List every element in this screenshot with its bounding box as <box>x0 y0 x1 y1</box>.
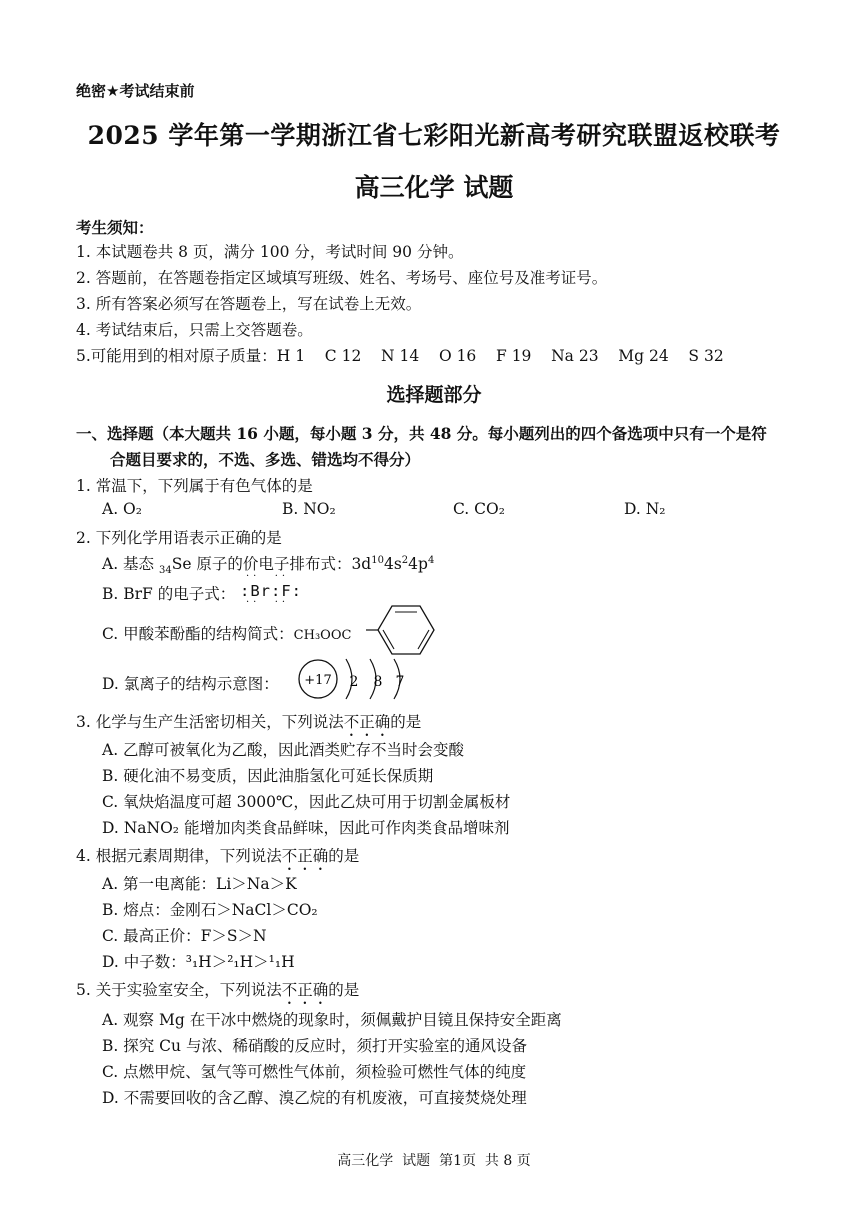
q5-stem: 5. 关于实验室安全，下列说法不正确的是 <box>76 981 360 999</box>
electron-dots-bottom: ·· ·· <box>246 597 290 608</box>
q4-option-d: D. 中子数：³₁H＞²₁H＞¹₁H <box>102 953 295 971</box>
notice-item-3: 3. 所有答案必须写在答题卷上，写在试卷上无效。 <box>76 295 422 313</box>
shell-2: 8 <box>373 674 383 690</box>
shell-3: 7 <box>395 674 405 690</box>
section-title: 选择题部分 <box>386 384 482 406</box>
q3-option-a: A. 乙醇可被氧化为乙酸，因此酒类贮存不当时会变酸 <box>102 741 465 759</box>
part1-instruction-line2: 合题目要求的，不选、多选、错选均不得分） <box>110 450 421 469</box>
notice-item-4: 4. 考试结束后，只需上交答题卷。 <box>76 321 313 339</box>
q5-option-d: D. 不需要回收的含乙醇、溴乙烷的有机废液，可直接焚烧处理 <box>102 1089 527 1107</box>
chloride-ion-diagram <box>296 654 416 704</box>
q2-stem: 2. 下列化学用语表示正确的是 <box>76 529 282 547</box>
q3-stem: 3. 化学与生产生活密切相关，下列说法不正确的是 <box>76 713 422 731</box>
q5-option-a: A. 观察 Mg 在干冰中燃烧的现象时，须佩戴护目镜且保持安全距离 <box>102 1011 562 1029</box>
q3-option-d: D. NaNO₂ 能增加肉类食品鲜味，因此可作肉类食品增味剂 <box>102 819 510 837</box>
q1-option-a: A. O₂ <box>102 500 142 518</box>
q1-option-c: C. CO₂ <box>453 500 505 518</box>
benzene-ring-icon <box>366 602 436 662</box>
notice-item-2: 2. 答题前，在答题卷指定区域填写班级、姓名、考场号、座位号及准考证号。 <box>76 269 608 287</box>
electron-dots-top: ·· ·· <box>246 571 290 582</box>
exam-title: 2025 学年第一学期浙江省七彩阳光新高考研究联盟返校联考 <box>87 121 781 150</box>
exam-subtitle: 高三化学 试题 <box>354 173 514 202</box>
q3-option-b: B. 硬化油不易变质，因此油脂氢化可延长保质期 <box>102 767 434 785</box>
q2-option-d: D. 氯离子的结构示意图： <box>102 675 279 693</box>
q1-option-b: B. NO₂ <box>282 500 336 518</box>
q4-option-b: B. 熔点：金刚石＞NaCl＞CO₂ <box>102 901 318 919</box>
q4-stem: 4. 根据元素周期律，下列说法不正确的是 <box>76 847 360 865</box>
q4-option-c: C. 最高正价：F＞S＞N <box>102 927 267 945</box>
q2-option-b: B. BrF 的电子式： <box>102 585 236 603</box>
notice-heading: 考生须知： <box>76 218 154 237</box>
q3-option-c: C. 氧炔焰温度可超 3000℃，因此乙炔可用于切割金属板材 <box>102 793 511 811</box>
q2-electron-formula: :Br:F: <box>240 582 302 600</box>
q1-option-d: D. N₂ <box>624 500 666 518</box>
q5-option-c: C. 点燃甲烷、氢气等可燃性气体前，须检验可燃性气体的纯度 <box>102 1063 527 1081</box>
page-footer: 高三化学 试题 第1页 共 8 页 <box>337 1153 531 1169</box>
shell-1: 2 <box>349 674 359 690</box>
part1-instruction-line1: 一、选择题（本大题共 16 小题，每小题 3 分，共 48 分。每小题列出的四个备选项中只有一个是符 <box>76 424 767 443</box>
confidential-label: 绝密★考试结束前 <box>76 82 195 100</box>
q2-option-c: C. 甲酸苯酚酯的结构简式：CH₃OOC <box>102 625 352 643</box>
notice-item-1: 1. 本试题卷共 8 页，满分 100 分，考试时间 90 分钟。 <box>76 243 464 261</box>
q2-option-a: A. 基态 $_{34}$Se 原子的价电子排布式：$3d^{10}4s^24p^4$ <box>102 554 435 577</box>
q4-option-a: A. 第一电离能：Li＞Na＞K <box>102 875 297 893</box>
q5-option-b: B. 探究 Cu 与浓、稀硝酸的反应时，须打开实验室的通风设备 <box>102 1037 527 1055</box>
q1-stem: 1. 常温下，下列属于有色气体的是 <box>76 477 313 495</box>
nucleus-charge: +17 <box>304 673 332 688</box>
notice-item-5: 5.可能用到的相对原子质量：H 1 C 12 N 14 O 16 F 19 Na 23 Mg 24 S 32 <box>76 347 724 365</box>
